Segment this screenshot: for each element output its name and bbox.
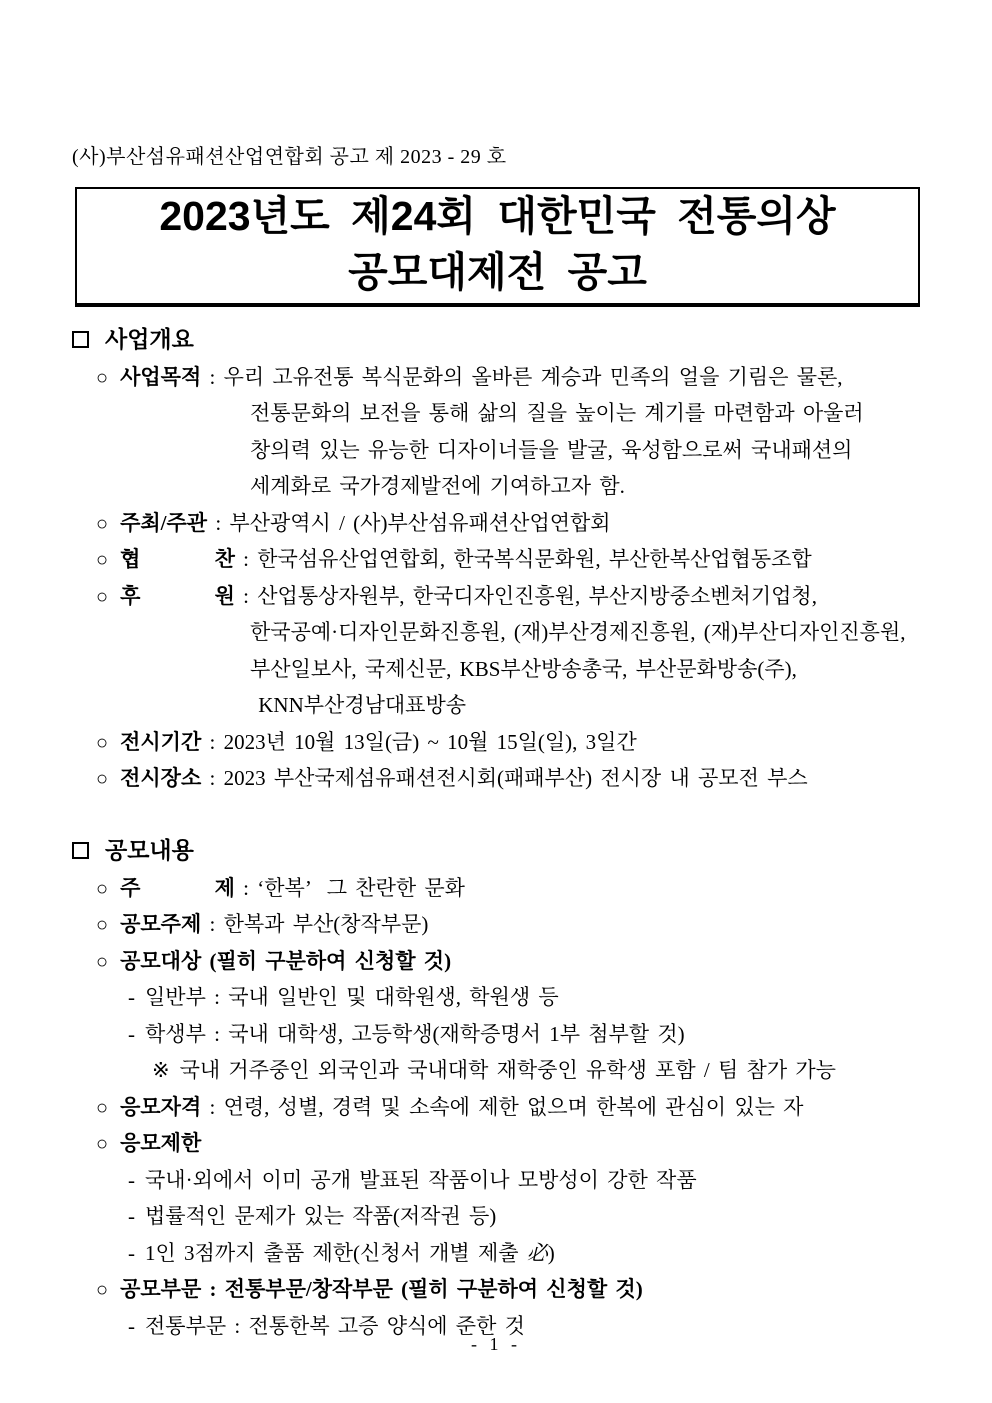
line-text: : 한국섬유산업연합회, 한국복식문화원, 부산한복산업협동조합 [234,547,812,571]
dash-bullet-icon: - [128,1021,135,1046]
dash-bullet-icon: - [128,1204,135,1228]
dash-bullet-icon: - [128,1313,135,1338]
line-text: : 우리 고유전통 복식문화의 올바른 계승과 민족의 얼을 기림은 물론, [201,364,843,389]
line-text: 한국공예·디자인문화진흥원, (재)부산경제진흥원, (재)부산디자인진흥원, [250,620,906,644]
page-number: - 1 - [471,1334,521,1354]
doc-line [72,943,952,980]
blank-line [72,797,952,834]
doc-line [72,395,952,432]
dash-bullet-icon: - [128,985,135,1009]
doc-line [72,906,952,943]
line-label: 후 원 [120,583,235,608]
dash-bullet-icon: - [128,1167,135,1192]
doc-line [72,724,952,761]
line-label: 주최/주관 [120,510,208,535]
doc-line [72,1162,952,1199]
line-text: 必 [526,1240,548,1265]
line-text: 전통문화의 보전을 통해 삶의 질을 높이는 계기를 마련함과 아울러 [250,401,864,425]
item-bullet-icon: ○ [96,585,109,608]
doc-line [72,432,952,469]
document-title-line2: 공모대제전 공고 [348,248,647,295]
line-text: 세계화로 국가경제발전에 기여하고자 함. [250,474,625,498]
doc-line [72,1198,952,1235]
item-bullet-icon: ○ [96,950,109,973]
item-bullet-icon: ○ [96,1279,109,1301]
item-bullet-icon: ○ [96,366,109,389]
section-bullet-icon [72,331,89,348]
item-bullet-icon: ○ [96,512,109,535]
doc-line [72,1235,952,1272]
note-bullet-icon: ※ [152,1058,170,1082]
line-label: 사업개요 [105,327,194,352]
line-label: 전시장소 [120,766,202,790]
doc-line [72,541,952,578]
doc-line [72,1052,952,1089]
line-text: 학생부 : 국내 대학생, 고등학생(재학증명서 1부 첨부할 것) [145,1021,685,1046]
line-text: 1인 3점까지 출품 제한(신청서 개별 제출 [145,1240,527,1265]
doc-line [72,1016,952,1053]
line-text: : ‘한복’ 그 찬란한 문화 [234,875,465,900]
doc-line [72,468,952,505]
item-bullet-icon: ○ [96,1096,109,1119]
line-text: : 한복과 부산(창작부문) [201,912,429,936]
doc-line [72,322,952,359]
line-text: 국내·외에서 이미 공개 발표된 작품이나 모방성이 강한 작품 [145,1167,697,1192]
line-label: 공모내용 [105,838,194,863]
line-text: KNN부산경남대표방송 [250,693,467,717]
doc-line [72,359,952,396]
doc-line [72,760,952,797]
doc-line [72,870,952,907]
doc-number: (사)부산섬유패션산업연합회 공고 제 2023 - 29 호 [72,146,507,168]
line-text: : 산업통상자원부, 한국디자인진흥원, 부산지방중소벤처기업청, [234,583,817,608]
line-text: : 2023년 10월 13일(금) ~ 10월 15일(일), 3일간 [201,729,637,754]
line-text: 일반부 : 국내 일반인 및 대학원생, 학원생 등 [145,985,559,1009]
section-bullet-icon [72,842,89,859]
doc-line [72,505,952,542]
line-label: 공모부문 : 전통부문/창작부문 (필히 구분하여 신청할 것) [120,1277,643,1301]
doc-line [72,651,952,688]
dash-bullet-icon: - [128,1240,135,1265]
item-bullet-icon: ○ [96,768,109,790]
line-label: 전시기간 [120,729,202,754]
line-text: 국내 거주중인 외국인과 국내대학 재학중인 유학생 포함 / 팀 참가 가능 [179,1058,836,1082]
item-bullet-icon: ○ [96,549,109,571]
doc-line [72,578,952,615]
item-bullet-icon: ○ [96,1133,109,1155]
line-label: 주 제 [120,875,235,900]
doc-line [72,833,952,870]
line-text: 전통부문 : 전통한복 고증 양식에 준한 것 [145,1313,525,1338]
doc-line [72,1271,952,1308]
line-label: 공모주제 [120,912,202,936]
item-bullet-icon: ○ [96,731,109,754]
line-text: 부산일보사, 국제신문, KBS부산방송총국, 부산문화방송(주), [250,656,797,681]
line-text: : 연령, 성별, 경력 및 소속에 제한 없으며 한복에 관심이 있는 자 [201,1094,804,1119]
line-text: : 부산광역시 / (사)부산섬유패션산업연합회 [207,510,611,535]
title-box [75,187,920,307]
line-text: : 2023 부산국제섬유패션전시회(패패부산) 전시장 내 공모전 부스 [201,766,808,790]
line-label: 공모대상 (필히 구분하여 신청할 것) [120,948,452,973]
line-label: 응모자격 [120,1094,202,1119]
line-label: 응모제한 [120,1131,202,1155]
doc-line [72,614,952,651]
doc-line [72,979,952,1016]
item-bullet-icon: ○ [96,877,109,900]
line-label: 협 찬 [120,547,235,571]
line-text: 창의력 있는 유능한 디자이너들을 발굴, 육성함으로써 국내패션의 [250,437,853,462]
item-bullet-icon: ○ [96,914,109,936]
document-body [72,322,952,1344]
document-title-line1: 2023년도 제24회 대한민국 전통의상 [159,193,836,239]
line-label: 사업목적 [120,364,202,389]
doc-line [72,1125,952,1162]
doc-line [72,1089,952,1126]
doc-line [72,687,952,724]
line-text: 법률적인 문제가 있는 작품(저작권 등) [145,1204,497,1228]
line-text: ) [547,1240,555,1265]
